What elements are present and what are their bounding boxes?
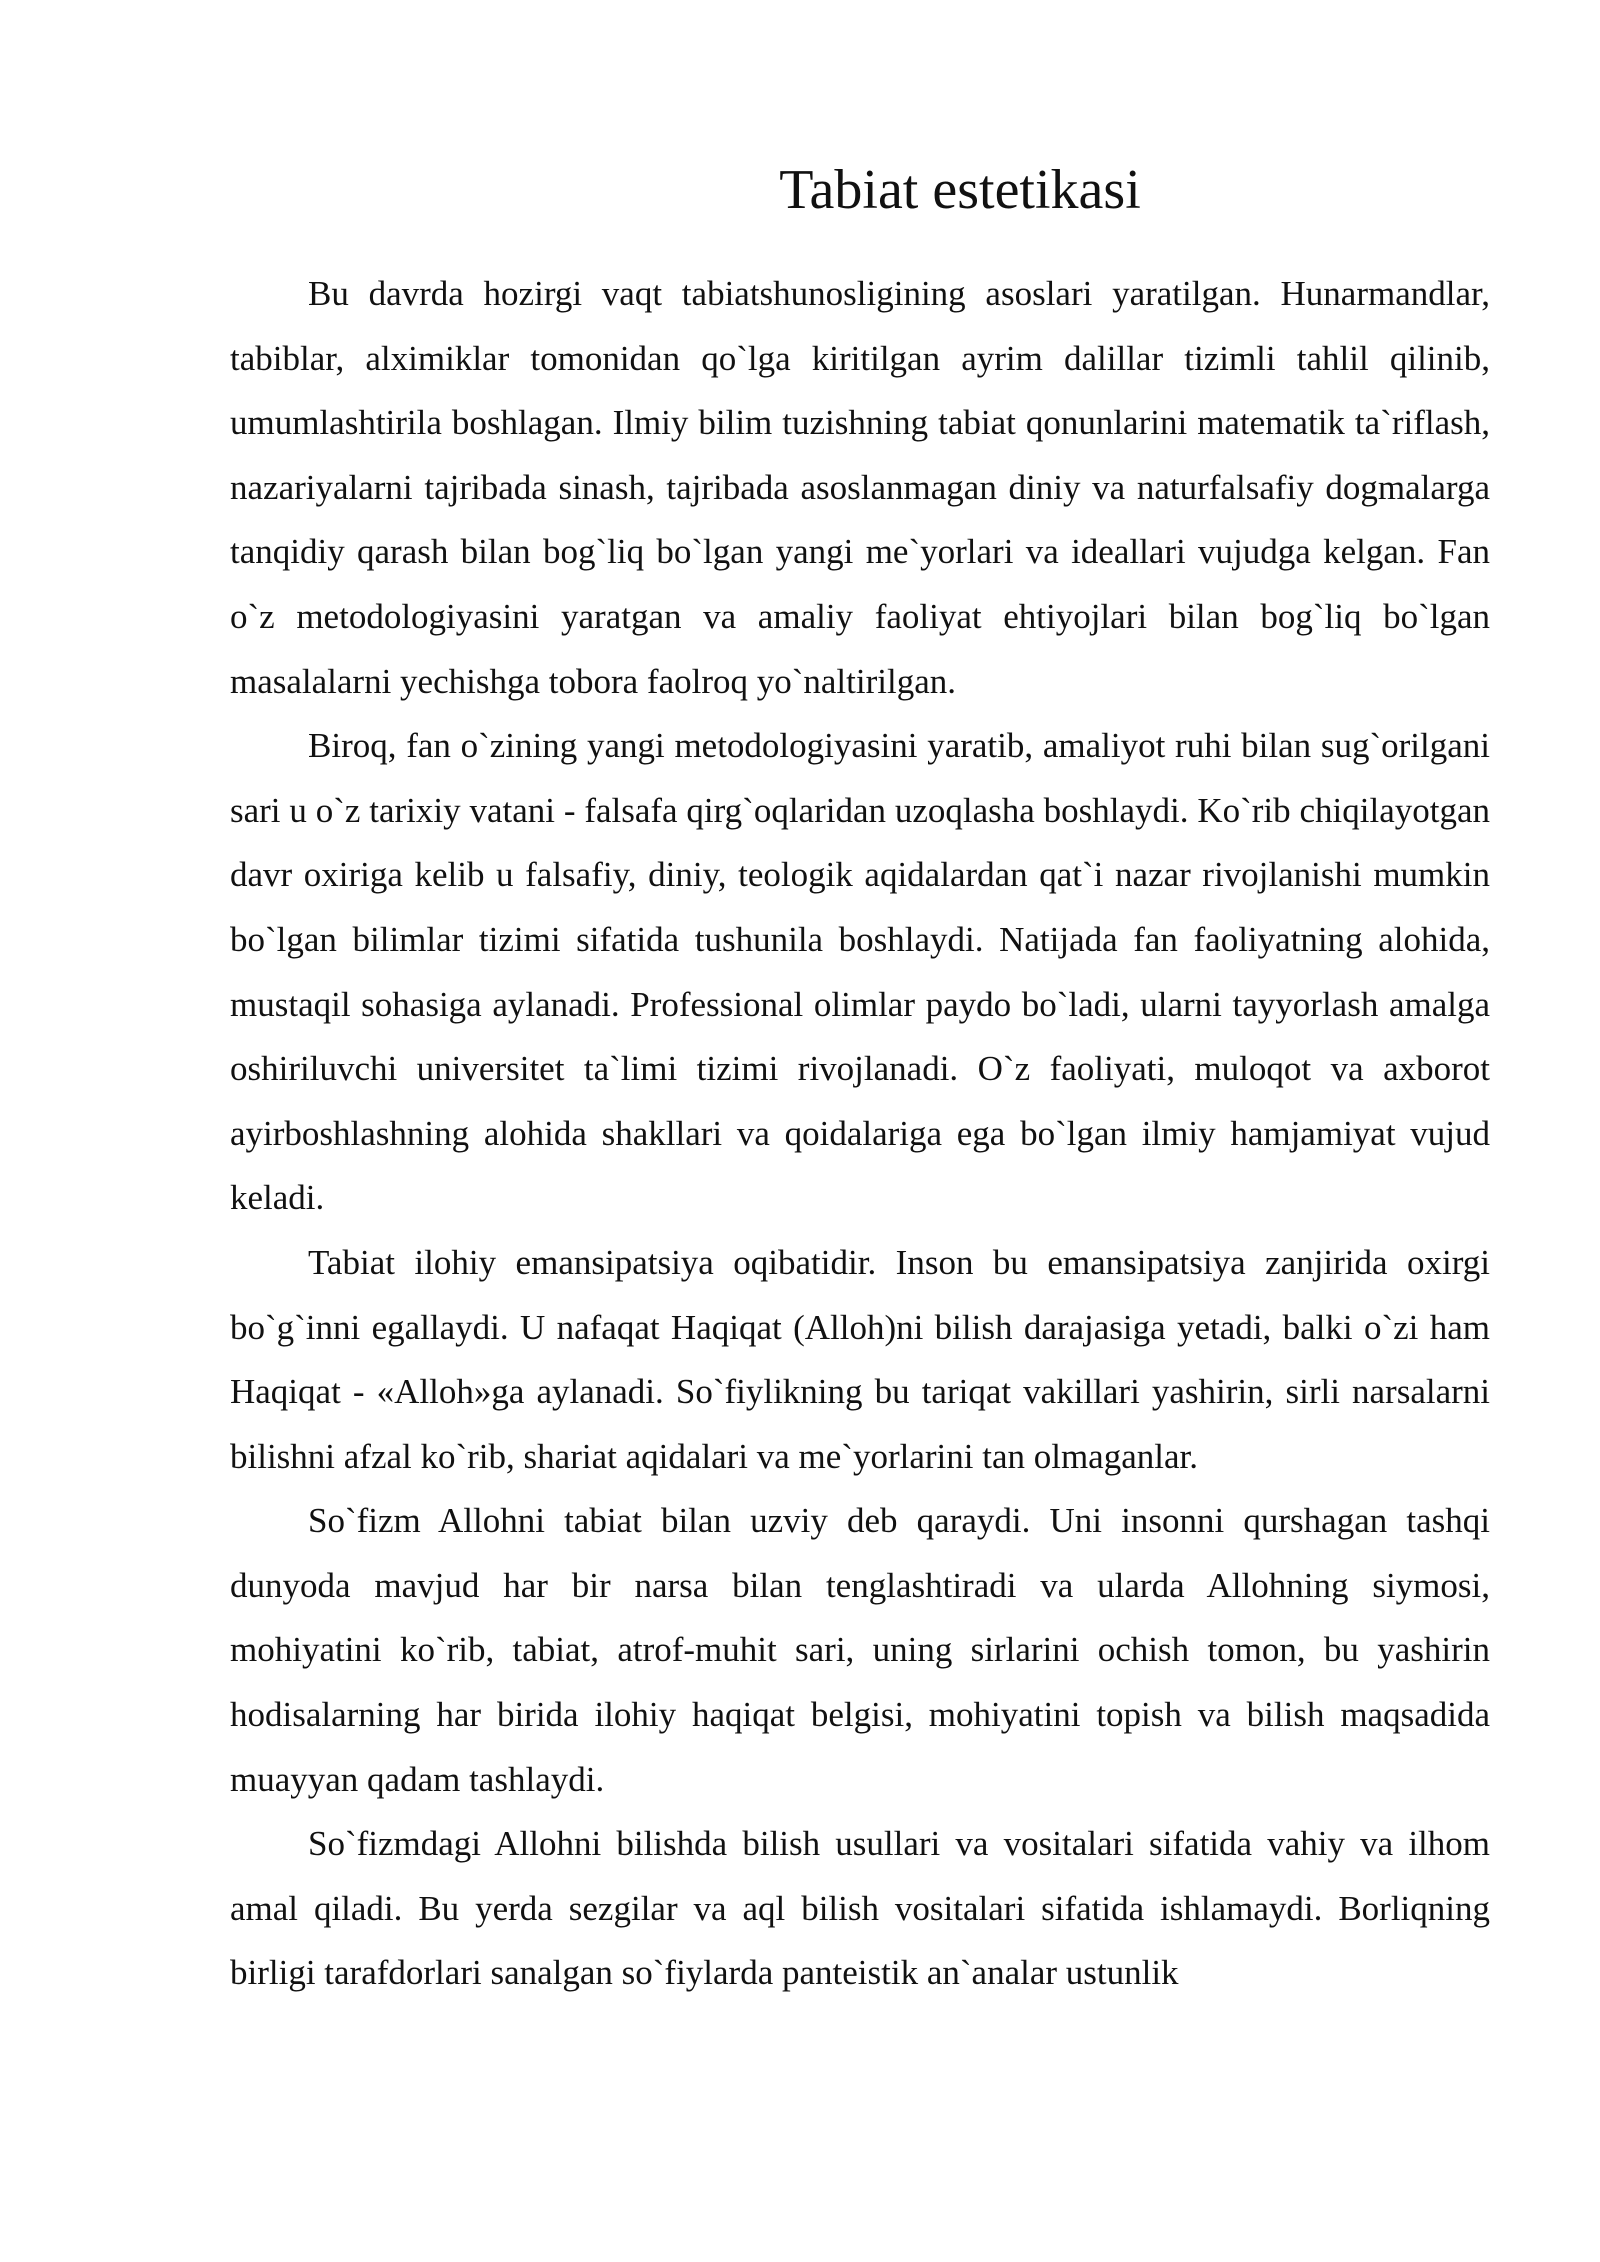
paragraph-2: Biroq, fan o`zining yangi metodologiyasini yaratib, amaliyot ruhi bilan sug`orilgani sari u o`z tarixiy vatani - falsafa qirg`oqlaridan uzoqlasha boshlaydi. Ko`rib chiqilayotgan davr oxiriga kelib u falsafiy, diniy, teologik aqidalardan qat`i nazar rivojlanishi mumkin bo`lgan bilimlar tizimi sifatida tushunila boshlaydi. Natijada fan faoliyatning alohida, mustaqil sohasiga aylanadi. Professional olimlar paydo bo`ladi, ularni tayyorlash amalga oshiriluvchi universitet ta`limi tizimi rivojlanadi. O`z faoliyati, muloqot va axborot ayirboshlashning alohida shakllari va qoidalariga ega bo`lgan ilmiy hamjamiyat vujud keladi. bbox=[230, 726, 1490, 1218]
paragraph-1: Bu davrda hozirgi vaqt tabiatshunosligining asoslari yaratilgan. Hunarmandlar, tabiblar, alximiklar tomonidan qo`lga kiritilgan ayrim dalillar tizimli tahlil qilinib, umumlashtirila boshlagan. Ilmiy bilim tuzishning tabiat qonunlarini matematik ta`riflash, nazariyalarni tajribada sinash, tajribada asoslanmagan diniy va naturfalsafiy dogmalarga tanqidiy qarash bilan bog`liq bo`lgan yangi me`yorlari va ideallari vujudga kelgan. Fan o`z metodologiyasini yaratgan va amaliy faoliyat ehtiyojlari bilan bog`liq bo`lgan masalalarni yechishga tobora faolroq yo`naltirilgan. bbox=[230, 274, 1490, 701]
paragraph-3: Tabiat ilohiy emansipatsiya oqibatidir. Inson bu emansipatsiya zanjirida oxirgi bo`g`inni egallaydi. U nafaqat Haqiqat (Alloh)ni bilish darajasiga yetadi, balki o`zi ham Haqiqat - «Alloh»ga aylanadi. So`fiylikning bu tariqat vakillari yashirin, sirli narsalarni bilishni afzal ko`rib, shariat aqidalari va me`yorlarini tan olmaganlar. bbox=[230, 1242, 1490, 1476]
document-page bbox=[230, 150, 1490, 2006]
paragraph-5: So`fizmdagi Allohni bilishda bilish usullari va vositalari sifatida vahiy va ilhom amal qiladi. Bu yerda sezgilar va aql bilish vositalari sifatida ishlamaydi. Borliqning birligi tarafdorlari sanalgan so`fiylarda panteistik an`analar ustunlik bbox=[230, 1824, 1490, 1993]
paragraph-4: So`fizm Allohni tabiat bilan uzviy deb qaraydi. Uni insonni qurshagan tashqi dunyoda mavjud har bir narsa bilan tenglashtiradi va ularda Allohning siymosi, mohiyatini ko`rib, tabiat, atrof-muhit sari, uning sirlarini ochish tomon, bu yashirin hodisalarning har birida ilohiy haqiqat belgisi, mohiyatini topish va bilish maqsadida muayyan qadam tashlaydi. bbox=[230, 1501, 1490, 1799]
document-title: Tabiat estetikasi bbox=[779, 159, 1141, 221]
